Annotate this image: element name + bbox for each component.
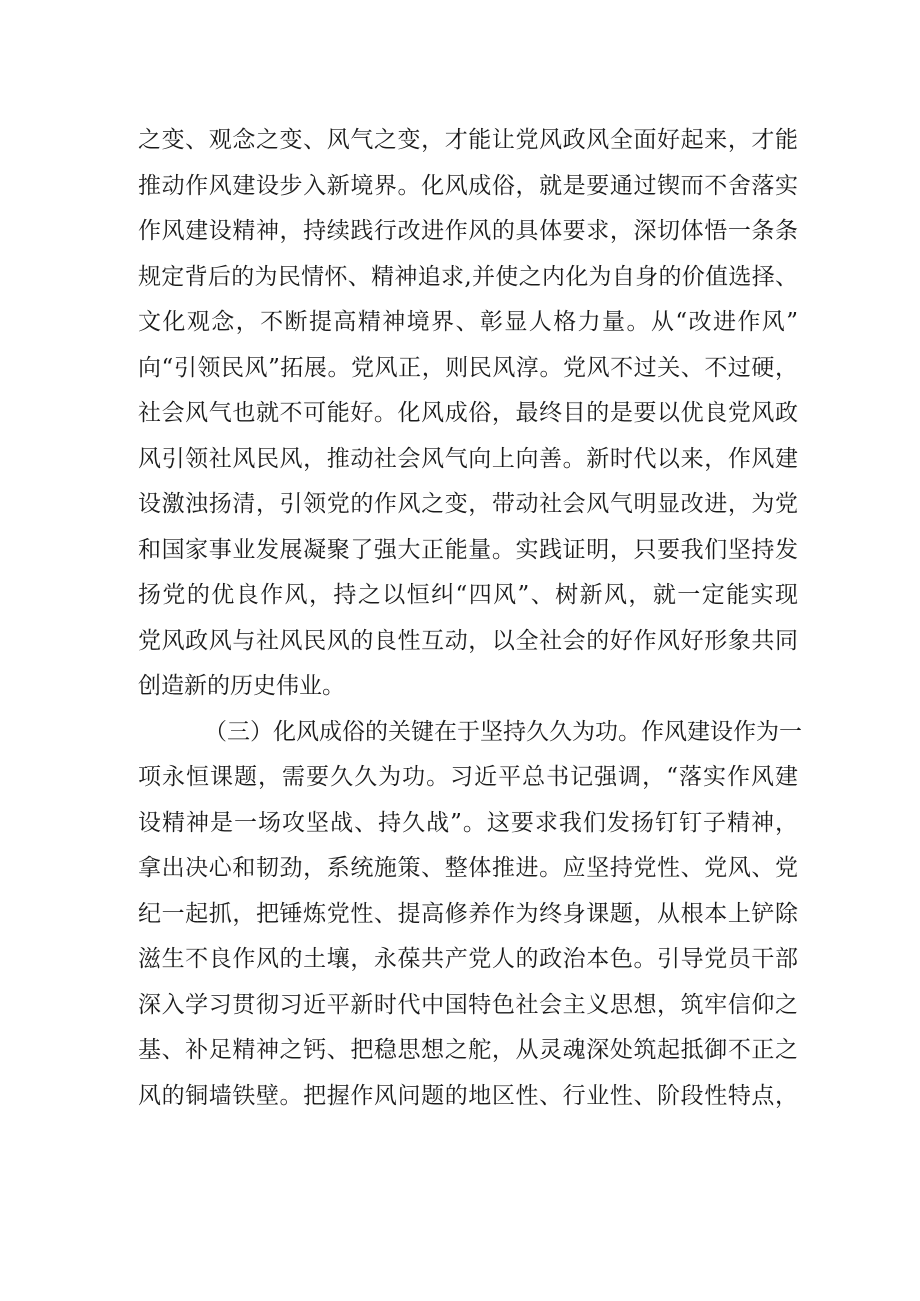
text-line: 向“引领民风”拓展。党风正，则民风淳。党风不过关、不过硬， [138, 354, 798, 381]
section-heading-line: （三）化风成俗的关键在于坚持久久为功。作风建设作为一 [204, 718, 802, 745]
text-line: 和国家事业发展凝聚了强大正能量。实践证明，只要我们坚持发 [138, 536, 798, 563]
text-line: 规定背后的为民情怀、精神追求,并使之内化为自身的价值选择、 [138, 263, 798, 290]
text-line: 纪一起抓，把锤炼党性、提高修养作为终身课题，从根本上铲除 [138, 900, 798, 927]
text-line: 创造新的历史伟业。 [138, 673, 345, 699]
text-line: 项永恒课题，需要久久为功。习近平总书记强调，“落实作风建 [138, 764, 798, 790]
text-line: 风引领社风民风，推动社会风气向上向善。新时代以来，作风建 [138, 445, 798, 472]
text-line: 党风政风与社风民风的良性互动，以全社会的好作风好形象共同 [138, 627, 798, 654]
text-line: 设精神是一场攻坚战、持久战”。这要求我们发扬钉钉子精神， [138, 809, 798, 836]
text-line: 深入学习贯彻习近平新时代中国特色社会主义思想，筑牢信仰之 [138, 991, 798, 1018]
text-line: 之变、观念之变、风气之变，才能让党风政风全面好起来，才能 [138, 127, 798, 153]
text-line: 设激浊扬清，引领党的作风之变，带动社会风气明显改进，为党 [138, 491, 798, 517]
text-line: 滋生不良作风的土壤，永葆共产党人的政治本色。引导党员干部 [138, 946, 798, 972]
text-line: 扬党的优良作风，持之以恒纠“四风”、树新风，就一定能实现 [138, 582, 798, 608]
text-line: 拿出决心和韧劲，系统施策、整体推进。应坚持党性、党风、党 [138, 855, 798, 881]
text-line: 推动作风建设步入新境界。化风成俗，就是要通过锲而不舍落实 [138, 172, 798, 199]
text-line: 风的铜墙铁壁。把握作风问题的地区性、行业性、阶段性特点， [138, 1082, 798, 1109]
text-line: 基、补足精神之钙、把稳思想之舵，从灵魂深处筑起抵御不正之 [138, 1037, 798, 1063]
text-line: 作风建设精神，持续践行改进作风的具体要求，深切体悟一条条 [138, 218, 798, 244]
text-line: 文化观念，不断提高精神境界、彰显人格力量。从“改进作风” [138, 309, 798, 335]
text-line: 社会风气也就不可能好。化风成俗，最终目的是要以优良党风政 [138, 400, 798, 426]
body-text [138, 118, 802, 1119]
